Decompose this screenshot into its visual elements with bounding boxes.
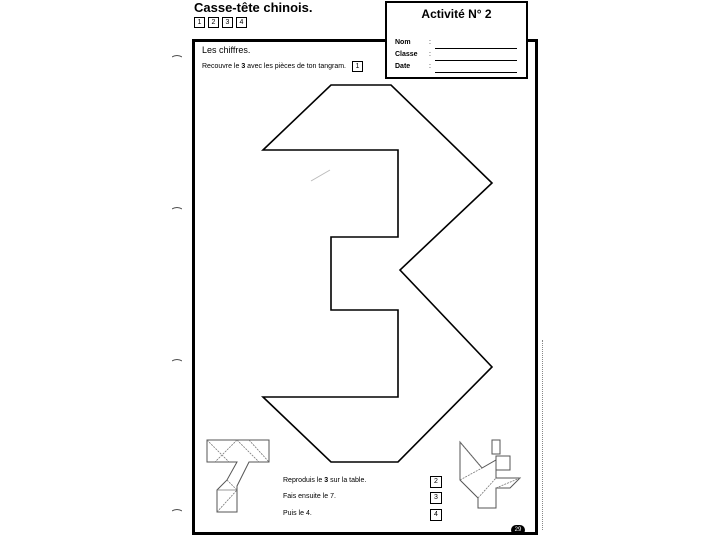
- class-label: Classe: [395, 51, 418, 58]
- instruction-suffix: avec les pièces de ton tangram.: [247, 63, 347, 70]
- side-copyright-mark: [542, 340, 547, 530]
- tangram-four-figure: [456, 438, 528, 512]
- instruction-prefix: Recouvre le: [202, 63, 240, 70]
- task-reproduce-suffix: sur la table.: [330, 477, 367, 484]
- task-level-box: 4: [430, 509, 442, 521]
- page-number: 29: [511, 525, 525, 535]
- activity-title: Activité N° 2: [421, 7, 492, 21]
- task-level-box: 3: [430, 492, 442, 504]
- instruction-number: 3: [241, 63, 246, 70]
- task-seven: Fais ensuite le 7.: [283, 493, 336, 500]
- task-reproduce-prefix: Reproduis le: [283, 477, 323, 484]
- instruction-level-box: 1: [352, 61, 363, 72]
- date-colon: :: [429, 63, 431, 70]
- tangram-seven-figure: [205, 436, 275, 518]
- section-title: Les chiffres.: [202, 45, 251, 55]
- date-label: Date: [395, 63, 411, 70]
- class-colon: :: [429, 51, 431, 58]
- task-reproduce: [283, 477, 366, 484]
- level-box: 1: [194, 17, 205, 28]
- page-title: Casse-tête chinois.: [194, 0, 313, 15]
- task-reproduce-number: 3: [324, 477, 329, 484]
- level-box: 3: [222, 17, 233, 28]
- level-box: 2: [208, 17, 219, 28]
- name-label: Nom: [395, 39, 411, 46]
- task-four: Puis le 4.: [283, 510, 312, 517]
- task-level-box: 2: [430, 476, 442, 488]
- level-box: 4: [236, 17, 247, 28]
- name-colon: :: [429, 39, 431, 46]
